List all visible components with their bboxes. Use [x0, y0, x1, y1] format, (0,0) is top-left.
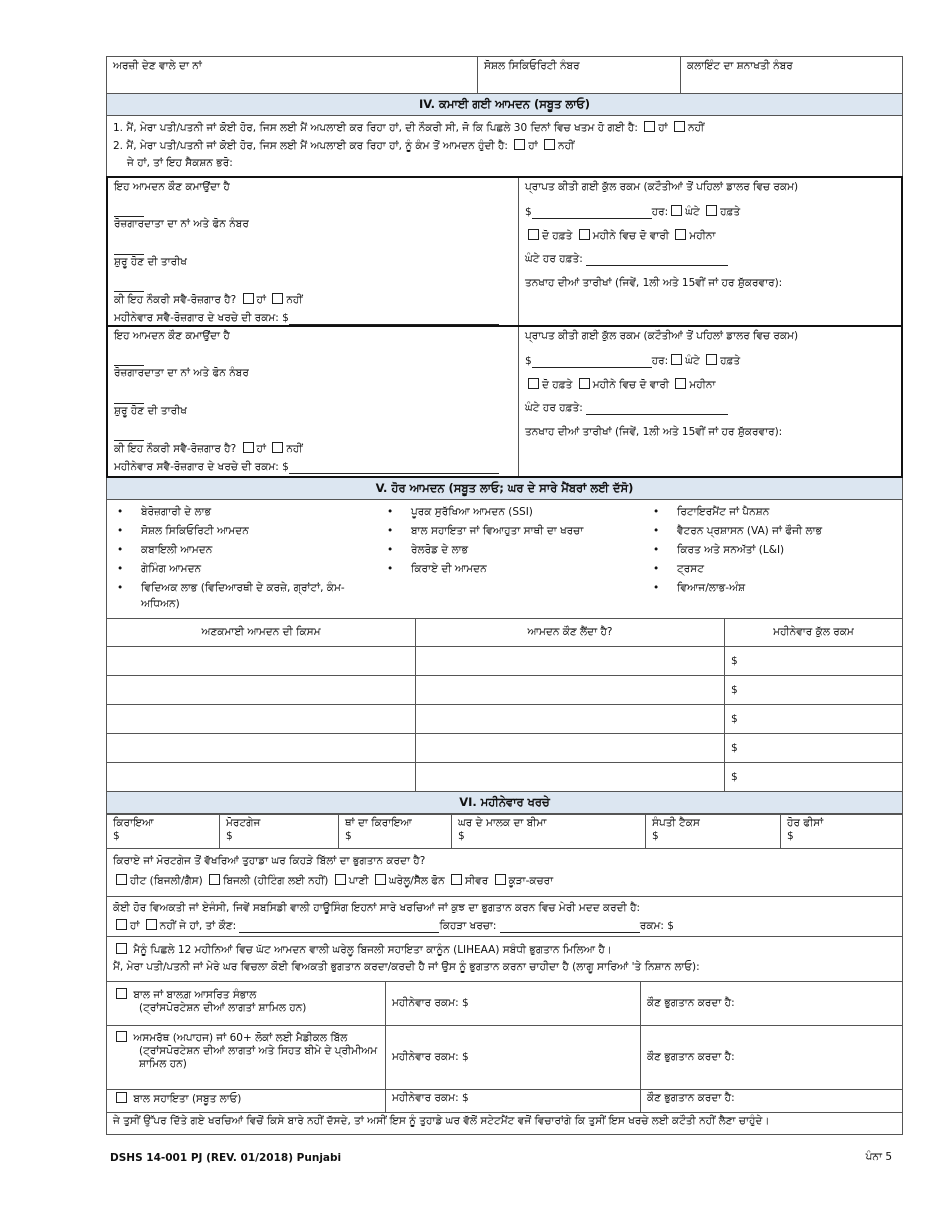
- monthly-expenses-table: ਕਿਰਾਇਆ $ ਮੋਰਟਗੇਜ $ ਥਾਂ ਦਾ ਕਿਰਾਇਆ $ ਘਰ ਦੇ ਮਾਲਕ ਦਾ ਬੀਮਾ $ ਸੰਪਤੀ ਟੈਕਸ $ ਹੋਰ ਫੀਸਾਂ $: [106, 814, 903, 849]
- income-type-item: • ਵਿਦਿਅਕ ਲਾਭ (ਵਿਦਿਆਰਥੀ ਦੇ ਕਰਜ਼ੇ, ਗ੍ਰਾਂਟਾਂ, ਕੰਮ-: [115, 579, 385, 598]
- liheaa-section: ਮੈਨੂੰ ਪਿਛਲੇ 12 ਮਹੀਨਿਆਂ ਵਿਚ ਘੱਟ ਆਮਦਨ ਵਾਲੀ ਘਰੇਲੂ ਬਿਜਲੀ ਸਹਾਇਤਾ ਕਾਨੂੰਨ (LIHEAA) ਸਬੰਧੀ ਭੁਗਤਾਨ ਮਿਲਿਆ ਹੈ। ਮੈਂ, ਮੇਰਾ ਪਤੀ/ਪਤਨੀ ਜਾਂ ਮੇਰੇ ਘਰ ਵਿਚਲਾ ਕੋਈ ਵਿਅਕਤੀ ਭੁਗਤਾਨ ਕਰਦਾ/ਕਰਦੀ ਹੈ ਜਾਂ ਉਸ ਨੂੰ ਭੁਗਤਾਨ ਕਰਨਾ ਚਾਹੀਦਾ ਹੈ (ਲਾਗੂ ਸਾਰਿਆਂ 'ਤੇ ਨਿਸ਼ਾਨ ਲਾਓ):: [106, 937, 903, 981]
- q1-yes-checkbox[interactable]: [644, 121, 655, 132]
- hours-per-week-input[interactable]: [586, 403, 728, 415]
- expense-note: ਜੇ ਤੁਸੀਂ ਉੱਪਰ ਦਿੱਤੇ ਗਏ ਖਰਚਿਆਂ ਵਿਚੋਂ ਕਿਸੇ ਬਾਰੇ ਨਹੀਂ ਦੱਸਦੇ, ਤਾਂ ਅਸੀਂ ਇਸ ਨੂੰ ਤੁਹਾਡੇ ਘਰ ਵੱਲੋਂ ਸਟੇਟਮੈਂਟ ਵਜੋਂ ਵਿਚਾਰਾਂਗੇ ਕਿ ਤੁਸੀਂ ਇਸ ਖਰਚੇ ਲਈ ਕਟੌਤੀ ਨਹੀਂ ਲੈਣਾ ਚਾਹੁੰਦੇ।: [107, 1113, 903, 1135]
- form-number: DSHS 14-001 PJ (REV. 01/2018) Punjabi: [110, 1152, 342, 1164]
- income-type-item: • ਗੇਮਿੰਗ ਆਮਦਨ: [115, 560, 385, 579]
- per-week-checkbox[interactable]: [706, 354, 717, 365]
- water-checkbox[interactable]: [335, 874, 346, 885]
- per-hour-checkbox[interactable]: [671, 354, 682, 365]
- income-type-item: • ਪੂਰਕ ਸੁਰੱਖਿਆ ਆਮਦਨ (SSI): [385, 503, 651, 522]
- income-type-item: • ਸੋਸ਼ਲ ਸਿਕਿਓਰਿਟੀ ਆਮਦਨ: [115, 522, 385, 541]
- help-section: ਕੋਈ ਹੋਰ ਵਿਅਕਤੀ ਜਾਂ ਏਜੰਸੀ, ਜਿਵੇਂ ਸਬਸਿਡੀ ਵਾਲੀ ਹਾਊਸਿੰਗ ਇਹਨਾਂ ਸਾਰੇ ਖਰਚਿਆਂ ਜਾਂ ਕੁਝ ਦਾ ਭੁਗਤਾਨ ਕਰਨ ਵਿਚ ਮੇਰੀ ਮਦਦ ਕਰਦੀ ਹੈ: ਹਾਂ ਨਹੀਂ ਜੇ ਹਾਂ, ਤਾਂ ਕੌਣ: ਕਿਹੜਾ ਖਰਚਾ: ਰਕਮ: $: [106, 897, 903, 937]
- table-row: $: [107, 705, 903, 734]
- job-block-1: ਇਹ ਆਮਦਨ ਕੌਣ ਕਮਾਉਂਦਾ ਹੈ ਰੋਜ਼ਗਾਰਦਾਤਾ ਦਾ ਨਾਂ ਅਤੇ ਫੋਨ ਨੰਬਰ ਸ਼ੁਰੂ ਹੋਣ ਦੀ ਤਾਰੀਖ ਕੀ ਇਹ ਨੌਕਰੀ ਸਵੈ-ਰੋਜ਼ਗਾਰ ਹੈ? ਹਾਂ ਨਹੀਂ ਮਹੀਨੇਵਾਰ ਸਵੈ-ਰੋਜ਼ਗਾਰ ਦੇ ਖਰਚੇ ਦੀ ਰਕਮ: $ ਪ੍ਰਾਪਤ ਕੀਤੀ ਗਈ ਕੁੱਲ ਰਕਮ (ਕਟੌਤੀਆਂ ਤੋਂ ਪਹਿਲਾਂ ਡਾਲਰ ਵਿਚ ਰਕਮ) $ ਹਰ: ਘੰਟੇ ਹਫ਼ਤੇ ਦੋ ਹਫ਼ਤੇ ਮਹੀਨੇ ਵਿਚ ਦੋ ਵਾਰੀ ਮਹੀਨਾ ਘੰਟੇ ਹਰ ਹਫ਼ਤੇ: ਤਨਖਾਹ ਦੀਆਂ ਤਾਰੀਖਾਂ (ਜਿਵੇਂ, 1ਲੀ ਅਤੇ 15ਵੀਂ ਜਾਂ ਹਰ ਸ਼ੁੱਕਰਵਾਰ):: [106, 176, 903, 327]
- q2-no-checkbox[interactable]: [544, 139, 555, 150]
- table-row: $: [107, 647, 903, 676]
- applicant-header: [106, 56, 903, 94]
- job-block-2: ਇਹ ਆਮਦਨ ਕੌਣ ਕਮਾਉਂਦਾ ਹੈ ਰੋਜ਼ਗਾਰਦਾਤਾ ਦਾ ਨਾਂ ਅਤੇ ਫੋਨ ਨੰਬਰ ਸ਼ੁਰੂ ਹੋਣ ਦੀ ਤਾਰੀਖ ਕੀ ਇਹ ਨੌਕਰੀ ਸਵੈ-ਰੋਜ਼ਗਾਰ ਹੈ? ਹਾਂ ਨਹੀਂ ਮਹੀਨੇਵਾਰ ਸਵੈ-ਰੋਜ਼ਗਾਰ ਦੇ ਖਰਚੇ ਦੀ ਰਕਮ: $ ਪ੍ਰਾਪਤ ਕੀਤੀ ਗਈ ਕੁੱਲ ਰਕਮ (ਕਟੌਤੀਆਂ ਤੋਂ ਪਹਿਲਾਂ ਡਾਲਰ ਵਿਚ ਰਕਮ) $ ਹਰ: ਘੰਟੇ ਹਫ਼ਤੇ ਦੋ ਹਫ਼ਤੇ ਮਹੀਨੇ ਵਿਚ ਦੋ ਵਾਰੀ ਮਹੀਨਾ ਘੰਟੇ ਹਰ ਹਫ਼ਤੇ: ਤਨਖਾਹ ਦੀਆਂ ਤਾਰੀਖਾਂ (ਜਿਵੇਂ, 1ਲੀ ਅਤੇ 15ਵੀਂ ਜਾਂ ਹਰ ਸ਼ੁੱਕਰਵਾਰ):: [106, 327, 903, 478]
- bills-section: ਕਿਰਾਏ ਜਾਂ ਮੋਰਟਗੇਜ ਤੋਂ ਵੱਖਰਿਆਂ ਤੁਹਾਡਾ ਘਰ ਕਿਹੜੇ ਬਿੱਲਾਂ ਦਾ ਭੁਗਤਾਨ ਕਰਦਾ ਹੈ? ਹੀਟ (ਬਿਜਲੀ/ਗੈਸ) ਬਿਜਲੀ (ਹੀਟਿੰਗ ਲਈ ਨਹੀਂ) ਪਾਣੀ ਘਰੇਲੂ/ਸੈੱਲ ਫੋਨ ਸੀਵਰ ਕੂੜਾ-ਕਚਰਾ: [106, 849, 903, 897]
- gross-amount-input[interactable]: [532, 356, 652, 368]
- phone-checkbox[interactable]: [375, 874, 386, 885]
- table-row: ਬਾਲ ਸਹਾਇਤਾ (ਸਬੂਤ ਲਾਓ) ਮਹੀਨੇਵਾਰ ਰਕਮ: $ ਕੌਣ ਭੁਗਤਾਨ ਕਰਦਾ ਹੈ:: [107, 1090, 903, 1113]
- two-weeks-checkbox[interactable]: [528, 229, 539, 240]
- q2-yes-checkbox[interactable]: [514, 139, 525, 150]
- self-employed-no-checkbox[interactable]: [272, 442, 283, 453]
- ssn-field[interactable]: ਸੋਸ਼ਲ ਸਿਕਿਓਰਿਟੀ ਨੰਬਰ: [477, 57, 680, 93]
- two-weeks-checkbox[interactable]: [528, 378, 539, 389]
- heat-checkbox[interactable]: [116, 874, 127, 885]
- per-hour-checkbox[interactable]: [671, 205, 682, 216]
- garbage-checkbox[interactable]: [495, 874, 506, 885]
- section-vi-title: VI. ਮਹੀਨੇਵਾਰ ਖਰਚੇ: [106, 792, 903, 814]
- self-employed-no-checkbox[interactable]: [272, 293, 283, 304]
- unearned-income-table: ਅਣਕਮਾਈ ਆਮਦਨ ਦੀ ਕਿਸਮ ਆਮਦਨ ਕੌਣ ਲੈਂਦਾ ਹੈ? ਮਹੀਨੇਵਾਰ ਕੁੱਲ ਰਕਮ $ $ $ $ $: [106, 618, 903, 792]
- income-type-item: • ਵੈਟਰਨ ਪ੍ਰਸ਼ਾਸਨ (VA) ਜਾਂ ਫੌਜੀ ਲਾਭ: [651, 522, 891, 541]
- income-type-item: • ਰੇਲਰੋਡ ਦੇ ਲਾਭ: [385, 541, 651, 560]
- liheaa-checkbox[interactable]: [116, 943, 127, 954]
- income-type-item: • ਬਾਲ ਸਹਾਇਤਾ ਜਾਂ ਵਿਆਹੁਤਾ ਸਾਥੀ ਦਾ ਖਰਚਾ: [385, 522, 651, 541]
- income-type-item: • ਕਬਾਇਲੀ ਆਮਦਨ: [115, 541, 385, 560]
- q1-no-checkbox[interactable]: [674, 121, 685, 132]
- income-type-item: • ਬੇਰੋਜ਼ਗਾਰੀ ਦੇ ਲਾਭ: [115, 503, 385, 522]
- table-row: $: [107, 763, 903, 792]
- gross-amount-input[interactable]: [532, 207, 652, 219]
- table-row: ਬਾਲ ਜਾਂ ਬਾਲਗ਼ ਆਸਰਿਤ ਸੰਭਾਲ (ਟ੍ਰਾਂਸਪੋਰਟੇਸ਼ਨ ਦੀਆਂ ਲਾਗਤਾਂ ਸ਼ਾਮਿਲ ਹਨ) ਮਹੀਨੇਵਾਰ ਰਕਮ: $ ਕੌਣ ਭੁਗਤਾਨ ਕਰਦਾ ਹੈ:: [107, 982, 903, 1026]
- hours-per-week-input[interactable]: [586, 254, 728, 266]
- twice-month-checkbox[interactable]: [579, 229, 590, 240]
- help-yes-checkbox[interactable]: [116, 919, 127, 930]
- section-iv-title: IV. ਕਮਾਈ ਗਈ ਆਮਦਨ (ਸਬੂਤ ਲਾਓ): [106, 94, 903, 116]
- electricity-checkbox[interactable]: [209, 874, 220, 885]
- month-checkbox[interactable]: [675, 378, 686, 389]
- self-employment-expense-input[interactable]: [289, 313, 499, 325]
- help-no-checkbox[interactable]: [146, 919, 157, 930]
- self-employment-expense-input[interactable]: [289, 462, 499, 474]
- income-type-item: • ਕਿਰਾਏ ਦੀ ਆਮਦਨ: [385, 560, 651, 579]
- income-type-item: • ਕਿਰਤ ਅਤੇ ਸਨਅੱਤਾਂ (L&I): [651, 541, 891, 560]
- client-id-field[interactable]: ਕਲਾਇੰਟ ਦਾ ਸ਼ਨਾਖਤੀ ਨੰਬਰ: [680, 57, 902, 93]
- care-expenses-table: [106, 981, 903, 1135]
- page-number: ਪੰਨਾ 5: [865, 1151, 892, 1163]
- month-checkbox[interactable]: [675, 229, 686, 240]
- income-type-item: • ਵਿਆਜ/ਲਾਭ-ਅੰਸ਼: [651, 579, 891, 598]
- other-income-list: • ਬੇਰੋਜ਼ਗਾਰੀ ਦੇ ਲਾਭ • ਸੋਸ਼ਲ ਸਿਕਿਓਰਿਟੀ ਆਮਦਨ • ਕਬਾਇਲੀ ਆਮਦਨ • ਗੇਮਿੰਗ ਆਮਦਨ • ਵਿਦਿਅਕ ਲਾਭ (ਵਿਦਿਆਰਥੀ ਦੇ ਕਰਜ਼ੇ, ਗ੍ਰਾਂਟਾਂ, ਕੰਮ- ਅਧਿਅਨ) • ਪੂਰਕ ਸੁਰੱਖਿਆ ਆਮਦਨ (SSI) • ਬਾਲ ਸਹਾਇਤਾ ਜਾਂ ਵਿਆਹੁਤਾ ਸਾਥੀ ਦਾ ਖਰਚਾ • ਰੇਲਰੋਡ ਦੇ ਲਾਭ • ਕਿਰਾਏ ਦੀ ਆਮਦਨ • ਰਿਟਾਇਰਮੈਂਟ ਜਾਂ ਪੈਨਸ਼ਨ • ਵੈਟਰਨ ਪ੍ਰਸ਼ਾਸਨ (VA) ਜਾਂ ਫੌਜੀ ਲਾਭ • ਕਿਰਤ ਅਤੇ ਸਨਅੱਤਾਂ (L&I) • ਟ੍ਰਸਟ • ਵਿਆਜ/ਲਾਭ-ਅੰਸ਼: [106, 500, 903, 618]
- per-week-checkbox[interactable]: [706, 205, 717, 216]
- table-row: ਅਸਮਰੱਥ (ਅਪਾਹਜ) ਜਾਂ 60+ ਲੋਕਾਂ ਲਈ ਮੈਡੀਕਲ ਬਿੱਲ (ਟ੍ਰਾਂਸਪੋਰਟੇਸ਼ਨ ਦੀਆਂ ਲਾਗਤਾਂ ਅਤੇ ਸਿਹਤ ਬੀਮੇ ਦੇ ਪ੍ਰੀਮੀਅਮ ਸ਼ਾਮਿਲ ਹਨ) ਮਹੀਨੇਵਾਰ ਰਕਮ: $ ਕੌਣ ਭੁਗਤਾਨ ਕਰਦਾ ਹੈ:: [107, 1026, 903, 1090]
- twice-month-checkbox[interactable]: [579, 378, 590, 389]
- expense-type-input[interactable]: [500, 921, 640, 933]
- section-iv-questions: 1. ਮੈਂ, ਮੇਰਾ ਪਤੀ/ਪਤਨੀ ਜਾਂ ਕੋਈ ਹੋਰ, ਜਿਸ ਲਈ ਮੈਂ ਅਪਲਾਈ ਕਰ ਰਿਹਾ ਹਾਂ, ਦੀ ਨੌਕਰੀ ਸੀ, ਜੋ ਕਿ ਪਿਛਲੇ 30 ਦਿਨਾਂ ਵਿਚ ਖਤਮ ਹੋ ਗਈ ਹੈ: ਹਾਂ ਨਹੀਂ 2. ਮੈਂ, ਮੇਰਾ ਪਤੀ/ਪਤਨੀ ਜਾਂ ਕੋਈ ਹੋਰ, ਜਿਸ ਲਈ ਮੈਂ ਅਪਲਾਈ ਕਰ ਰਿਹਾ ਹਾਂ, ਨੂੰ ਕੰਮ ਤੋਂ ਆਮਦਨ ਹੁੰਦੀ ਹੈ: ਹਾਂ ਨਹੀਂ ਜੇ ਹਾਂ, ਤਾਂ ਇਹ ਸੈਕਸ਼ਨ ਭਰੋ:: [106, 116, 903, 176]
- income-type-item: • ਰਿਟਾਇਰਮੈਂਟ ਜਾਂ ਪੈਨਸ਼ਨ: [651, 503, 891, 522]
- form-page: [106, 56, 903, 1135]
- sewer-checkbox[interactable]: [451, 874, 462, 885]
- helper-name-input[interactable]: [239, 921, 439, 933]
- section-v-title: V. ਹੋਰ ਆਮਦਨ (ਸਬੂਤ ਲਾਓ; ਘਰ ਦੇ ਸਾਰੇ ਮੈਂਬਰਾਂ ਲਈ ਦੱਸੋ): [106, 478, 903, 500]
- self-employed-yes-checkbox[interactable]: [243, 293, 254, 304]
- self-employed-yes-checkbox[interactable]: [243, 442, 254, 453]
- table-row: $: [107, 734, 903, 763]
- income-type-item: • ਟ੍ਰਸਟ: [651, 560, 891, 579]
- table-row: $: [107, 676, 903, 705]
- applicant-name-field[interactable]: ਅਰਜ਼ੀ ਦੇਣ ਵਾਲੇ ਦਾ ਨਾਂ: [113, 60, 202, 72]
